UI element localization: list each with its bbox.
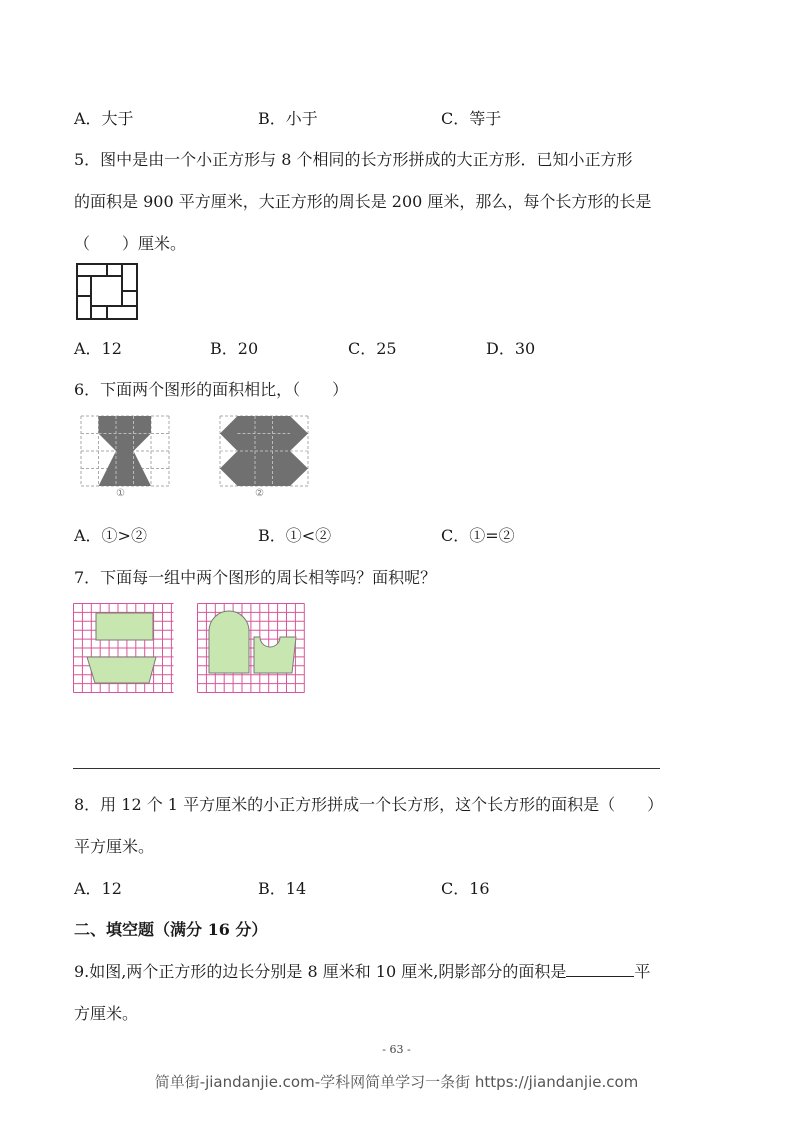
q5-square-figure	[76, 263, 138, 320]
q4-option-a[interactable]: A．大于	[74, 109, 134, 128]
q5-text-line3: （ ）厘米。	[74, 234, 187, 253]
q8-option-b[interactable]: B．14	[258, 879, 307, 898]
q5-option-c[interactable]: C．25	[348, 339, 397, 358]
q6-text: 6．下面两个图形的面积相比，（ ）	[74, 380, 349, 399]
q6-figure-2	[219, 415, 309, 487]
q9-answer-blank[interactable]	[566, 962, 634, 977]
section-2-title: 二、填空题（满分 16 分）	[74, 920, 268, 939]
q6-figure-2-label: ②	[255, 488, 264, 499]
q6-option-c[interactable]: C．①=②	[441, 526, 515, 545]
q5-text-line1: 5．图中是由一个小正方形与 8 个相同的长方形拼成的大正方形．已知小正方形	[74, 150, 633, 169]
q4-option-b[interactable]: B．小于	[258, 109, 318, 128]
q9-text-before: 9.如图,两个正方形的边长分别是 8 厘米和 10 厘米,阴影部分的面积是	[74, 962, 567, 981]
q8-text-line2: 平方厘米。	[74, 837, 155, 856]
q6-option-b[interactable]: B．①<②	[258, 526, 332, 545]
q5-option-d[interactable]: D．30	[486, 339, 536, 358]
q8-option-c[interactable]: C．16	[441, 879, 490, 898]
answer-line	[73, 768, 660, 769]
page-number: - 63 -	[382, 1043, 411, 1056]
q9-text-after: 平	[634, 962, 651, 981]
q8-option-a[interactable]: A．12	[74, 879, 122, 898]
q5-option-a[interactable]: A．12	[74, 339, 122, 358]
q9-text-line2: 方厘米。	[74, 1004, 139, 1023]
q5-text-line2: 的面积是 900 平方厘米，大正方形的周长是 200 厘米，那么，每个长方形的长是	[74, 192, 652, 211]
q5-option-b[interactable]: B．20	[210, 339, 259, 358]
q9-text-line1	[74, 959, 650, 982]
q4-option-c[interactable]: C．等于	[441, 109, 502, 128]
q7-grid-group-2	[197, 603, 305, 693]
q7-text: 7．下面每一组中两个图形的周长相等吗？面积呢？	[74, 568, 437, 587]
q6-figure-1	[80, 415, 170, 487]
q6-figure-1-label: ①	[116, 488, 125, 499]
q7-grid-group-1	[73, 603, 174, 693]
q8-text-line1: 8．用 12 个 1 平方厘米的小正方形拼成一个长方形，这个长方形的面积是（ ）	[74, 795, 664, 814]
q6-option-a[interactable]: A．①>②	[74, 526, 147, 545]
footer-source: 简单街-jiandanjie.com-学科网简单学习一条街 https://jiandanjie.com	[154, 1073, 639, 1091]
